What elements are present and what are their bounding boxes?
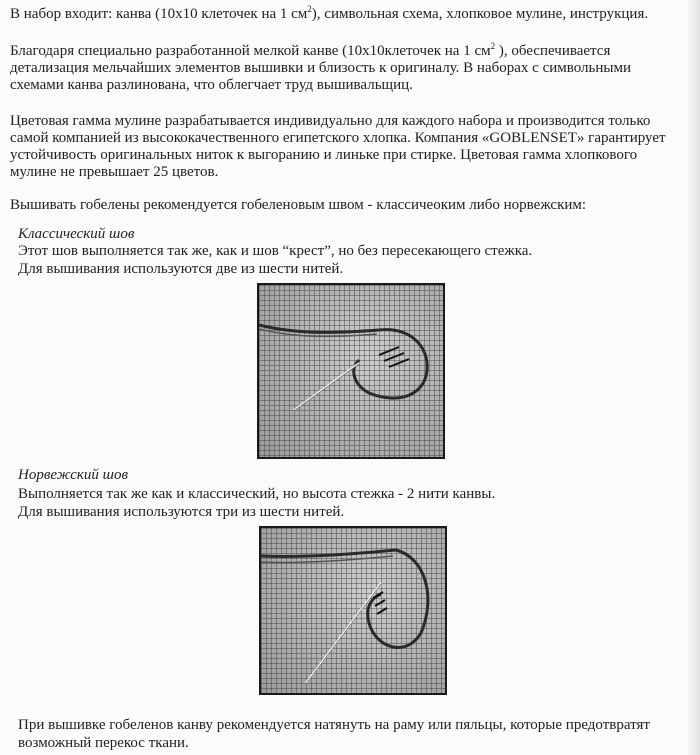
closing-line-2: возможный перекос ткани. (18, 735, 189, 751)
norwegian-stitch-illustration (261, 528, 445, 693)
norwegian-line-1: Выполняется так же как и классический, но высота стежка - 2 нити канвы. (18, 486, 496, 502)
norwegian-stitch-heading: Норвежский шов (18, 467, 128, 483)
closing-line-1: При вышивке гобеленов канву рекомендуется натянуть на раму или пяльцы, которые предотвратят (18, 717, 650, 733)
norwegian-stitch-photo (259, 526, 447, 695)
classic-stitch-heading: Классический шов (18, 226, 135, 242)
norwegian-line-2: Для вышивания используются три из шести нитей. (18, 504, 345, 520)
classic-line-2: Для вышивания используются две из шести нитей. (18, 261, 344, 277)
classic-line-1: Этот шов выполняется так же, как и шов “крест”, но без пересекающего стежка. (18, 243, 533, 259)
para1-line-2: детализация мельчайших элементов вышивки и близость к оригиналу. В наборах с символьными (10, 60, 631, 76)
para1-line-3: схемами канва разлинована, что облегчает труд вышивальщиц. (10, 77, 413, 93)
para2-line-3: устойчивость оригинальных ниток к выгоранию и линьке при стирке. Цветовая гамма хлопкового (10, 147, 638, 163)
classic-stitch-photo (257, 283, 445, 459)
classic-stitch-illustration (259, 285, 443, 457)
para1-line-1: Благодаря специально разработанной мелкой канве (10х10клеточек на 1 $см^2$ ), обеспечивается (10, 41, 611, 59)
page-edge-shadow (686, 0, 700, 755)
para2-line-4: мулине не превышает 25 цветов. (10, 164, 219, 180)
para3-line-1: Вышивать гобелены рекомендуется гобеленовым швом - классичеоким либо норвежским: (10, 197, 587, 213)
para2-line-1: Цветовая гамма мулине разрабатывается индивидуально для каждого набора и производится только (10, 113, 651, 129)
para2-line-2: самой компанией из высококачественного египетского хлопка. Компания «GOBLENSET» гарантирует (10, 130, 666, 146)
intro-line: В набор входит: канва (10х10 клеточек на 1 $см^2$), символьная схема, хлопковое мулине, инструкция. (10, 4, 649, 22)
